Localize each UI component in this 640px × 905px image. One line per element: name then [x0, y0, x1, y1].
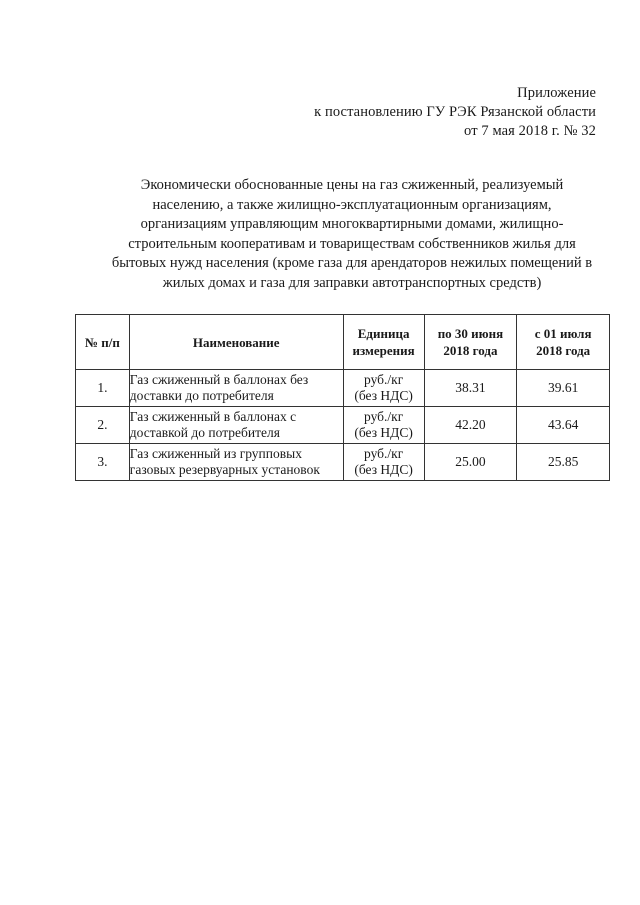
header-price-before-line: 2018 года	[443, 343, 498, 358]
row-unit	[343, 444, 424, 481]
row-price-before: 42.20	[424, 407, 517, 444]
row-unit	[343, 370, 424, 407]
appendix-date: от 7 мая 2018 г. № 32	[464, 123, 596, 139]
row-unit-line: (без НДС)	[354, 388, 413, 403]
row-price-after: 43.64	[517, 407, 610, 444]
heading-line: Экономически обоснованные цены на газ сжиженный, реализуемый	[140, 177, 564, 193]
row-name	[129, 407, 343, 444]
heading-line: строительным кооперативам и товариществам собственников жилья для	[128, 235, 576, 252]
header-price-before	[424, 315, 517, 370]
row-num: 3.	[76, 444, 130, 481]
header-unit-line: измерения	[352, 343, 415, 358]
heading-line: организациям управляющим многоквартирными домами, жилищно-	[140, 216, 564, 232]
row-num: 2.	[76, 407, 130, 444]
row-name-line: Газ сжиженный в баллонах с	[129, 409, 297, 424]
header-price-after	[517, 315, 610, 370]
table-row	[76, 407, 610, 444]
row-name-line: Газ сжиженный в баллонах без	[129, 372, 309, 387]
row-price-before: 25.00	[424, 444, 517, 481]
appendix-title: Приложение	[517, 85, 596, 101]
row-price-after: 39.61	[517, 370, 610, 407]
row-unit-line: руб./кг	[364, 409, 404, 424]
header-price-after-line: с 01 июля	[534, 326, 592, 341]
row-name	[129, 370, 343, 407]
header-unit-line: Единица	[357, 326, 410, 341]
row-price-before: 38.31	[424, 370, 517, 407]
appendix-header	[276, 84, 596, 141]
row-unit-line: (без НДС)	[354, 425, 413, 440]
header-unit	[343, 315, 424, 370]
row-name-line: газовых резервуарных установок	[129, 462, 320, 477]
table-header-row	[76, 315, 610, 370]
row-price-after: 25.85	[517, 444, 610, 481]
table-row	[76, 444, 610, 481]
header-num: № п/п	[76, 315, 130, 370]
row-unit	[343, 407, 424, 444]
document-heading	[92, 176, 612, 293]
row-unit-line: руб./кг	[364, 446, 404, 461]
row-unit-line: руб./кг	[364, 372, 404, 387]
header-price-after-line: 2018 года	[536, 343, 591, 358]
heading-line: населению, а также жилищно-эксплуатационным организациям,	[152, 196, 552, 213]
header-price-before-line: по 30 июня	[437, 326, 504, 341]
heading-line: жилых домах и газа для заправки автотранспортных средств)	[162, 274, 542, 291]
appendix-resolution: к постановлению ГУ РЭК Рязанской области	[314, 104, 596, 120]
row-name-line: Газ сжиженный из групповых	[129, 446, 302, 461]
header-name: Наименование	[129, 315, 343, 370]
row-num: 1.	[76, 370, 130, 407]
row-name-line: доставки до потребителя	[129, 388, 274, 403]
price-table	[75, 314, 610, 481]
row-unit-line: (без НДС)	[354, 462, 413, 477]
row-name	[129, 444, 343, 481]
row-name-line: доставкой до потребителя	[129, 425, 280, 440]
heading-line: бытовых нужд населения (кроме газа для арендаторов нежилых помещений в	[111, 255, 593, 271]
table-row	[76, 370, 610, 407]
